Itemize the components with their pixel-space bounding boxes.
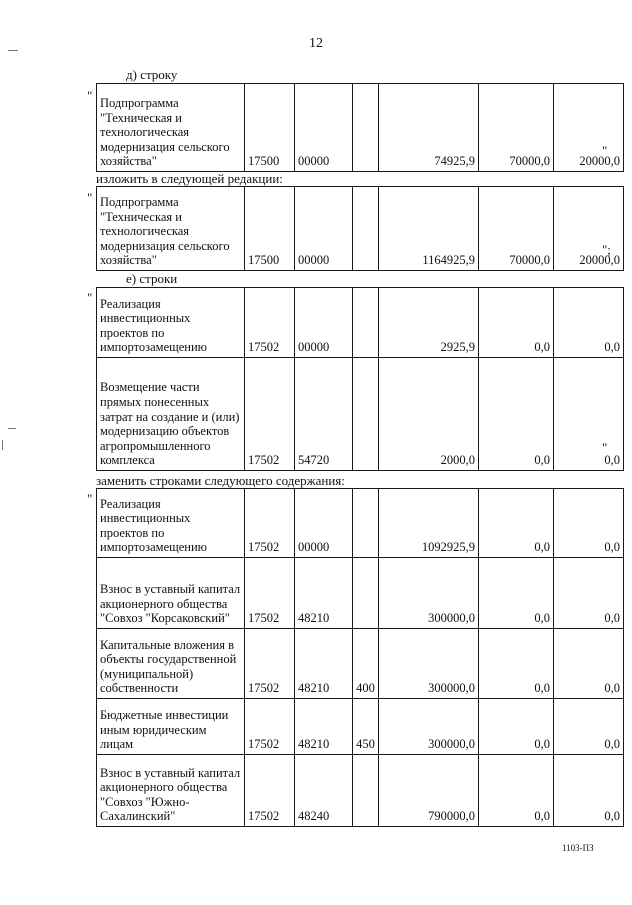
row-vr: [353, 489, 379, 558]
table-row: [97, 187, 624, 271]
row-vr: 450: [353, 699, 379, 755]
paragraph-title-replace: изложить в следующей редакции:: [96, 171, 283, 186]
row-sum2: 0,0: [479, 489, 554, 558]
table-block-replace: [96, 186, 624, 271]
row-vr: [353, 187, 379, 271]
row-section: 17502: [245, 699, 295, 755]
row-vr: [353, 558, 379, 629]
row-section: 17502: [245, 629, 295, 699]
table-row: [97, 489, 624, 558]
row-code: 48210: [295, 699, 353, 755]
paragraph-title-substitute: заменить строками следующего содержания:: [96, 473, 345, 488]
row-vr: [353, 755, 379, 827]
table-row: [97, 558, 624, 629]
paragraph-title-e: е) строки: [126, 271, 178, 286]
row-code: 00000: [295, 288, 353, 358]
opening-quote: ": [87, 190, 93, 205]
scan-mark: [2, 440, 3, 450]
paragraph-title-d: д) строку: [126, 67, 178, 82]
row-name: Бюджетные инвестиции иным юридическим лицам: [97, 699, 245, 755]
table-block-substitute: [96, 488, 624, 827]
row-sum1: 300000,0: [379, 629, 479, 699]
row-sum3: 0,0: [554, 489, 624, 558]
row-code: 48210: [295, 558, 353, 629]
table-row: [97, 288, 624, 358]
row-sum1: 300000,0: [379, 699, 479, 755]
page-number: 12: [309, 36, 323, 51]
row-name: Возмещение части прямых понесенных затрат на создание и (или) модернизацию объектов агропромышленного комплекса: [97, 358, 245, 471]
row-sum2: 0,0: [479, 288, 554, 358]
row-code: 00000: [295, 489, 353, 558]
table-block-d: [96, 83, 624, 172]
row-name: Подпрограмма "Техническая и технологическая модернизация сельского хозяйства": [97, 84, 245, 172]
opening-quote: ": [87, 88, 93, 103]
closing-quote: ": [602, 440, 608, 455]
closing-quote: ";: [602, 242, 611, 257]
row-vr: 400: [353, 629, 379, 699]
row-sum1: 300000,0: [379, 558, 479, 629]
document-code: 1103-ПЗ: [562, 843, 594, 853]
row-sum2: 0,0: [479, 358, 554, 471]
opening-quote: ": [87, 491, 93, 506]
row-sum2: 70000,0: [479, 84, 554, 172]
opening-quote: ": [87, 290, 93, 305]
row-sum3: 20000,0: [554, 187, 624, 271]
row-sum3: 0,0: [554, 558, 624, 629]
closing-quote: ": [602, 143, 608, 158]
table-row: [97, 629, 624, 699]
row-name: Капитальные вложения в объекты государственной (муниципальной) собственности: [97, 629, 245, 699]
row-sum2: 0,0: [479, 558, 554, 629]
table-row: [97, 358, 624, 471]
row-name: Реализация инвестиционных проектов по импортозамещению: [97, 489, 245, 558]
row-sum3: 0,0: [554, 358, 624, 471]
row-sum3: 0,0: [554, 699, 624, 755]
table-row: [97, 755, 624, 827]
row-vr: [353, 358, 379, 471]
row-vr: [353, 288, 379, 358]
row-sum2: 0,0: [479, 699, 554, 755]
row-sum2: 70000,0: [479, 187, 554, 271]
scan-mark: [8, 50, 18, 51]
row-code: 00000: [295, 84, 353, 172]
row-sum2: 0,0: [479, 755, 554, 827]
row-section: 17502: [245, 358, 295, 471]
scan-mark: [8, 428, 16, 429]
table-block-e: [96, 287, 624, 471]
row-name: Взнос в уставный капитал акционерного общества "Совхоз "Южно-Сахалинский": [97, 755, 245, 827]
row-section: 17502: [245, 489, 295, 558]
row-code: 00000: [295, 187, 353, 271]
row-sum2: 0,0: [479, 629, 554, 699]
row-sum1: 2925,9: [379, 288, 479, 358]
row-section: 17500: [245, 84, 295, 172]
row-code: 48240: [295, 755, 353, 827]
row-sum3: 0,0: [554, 288, 624, 358]
row-name: Подпрограмма "Техническая и технологическая модернизация сельского хозяйства": [97, 187, 245, 271]
row-sum1: 2000,0: [379, 358, 479, 471]
row-name: Реализация инвестиционных проектов по импортозамещению: [97, 288, 245, 358]
row-vr: [353, 84, 379, 172]
row-code: 48210: [295, 629, 353, 699]
row-section: 17502: [245, 755, 295, 827]
table-row: [97, 84, 624, 172]
row-section: 17502: [245, 558, 295, 629]
row-code: 54720: [295, 358, 353, 471]
row-sum3: 0,0: [554, 755, 624, 827]
row-section: 17502: [245, 288, 295, 358]
table-row: [97, 699, 624, 755]
row-sum1: 1164925,9: [379, 187, 479, 271]
row-sum3: 0,0: [554, 629, 624, 699]
row-name: Взнос в уставный капитал акционерного общества "Совхоз "Корсаковский": [97, 558, 245, 629]
row-section: 17500: [245, 187, 295, 271]
row-sum1: 1092925,9: [379, 489, 479, 558]
row-sum3: 20000,0: [554, 84, 624, 172]
row-sum1: 74925,9: [379, 84, 479, 172]
row-sum1: 790000,0: [379, 755, 479, 827]
